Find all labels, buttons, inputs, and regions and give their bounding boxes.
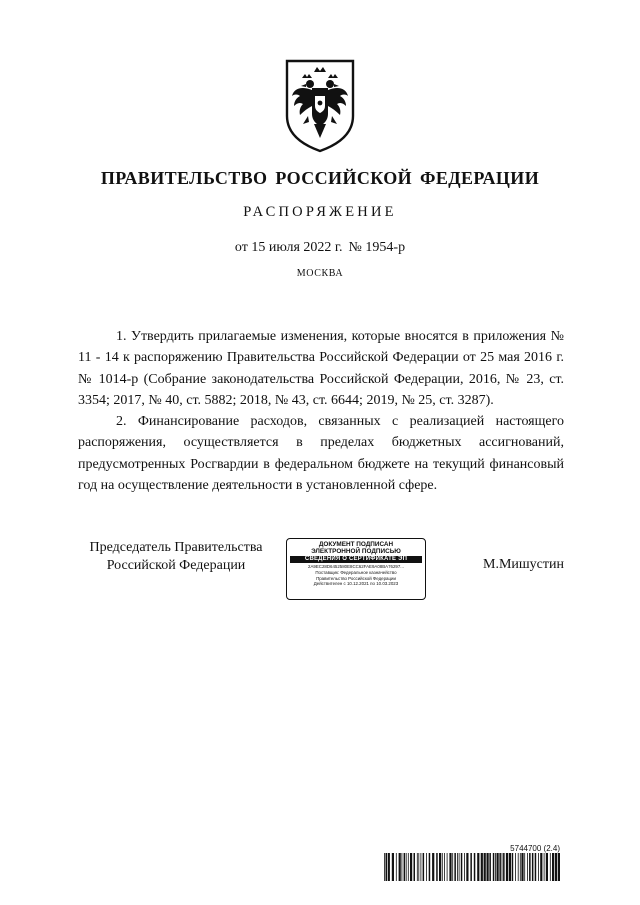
paragraph-1: 1. Утвердить прилагаемые изменения, которые вносятся в приложения № 11 - 14 к распоряжению Правительства Российской Федерации от 25 мая 2016 г. № 1014-р (Собрание законодательства Российской Федерации, 2016, № 23, ст. 3354; 2017, № 40, ст. 5882; 2018, № 43, ст. 6644; 2019, № 25, ст. 3287). bbox=[78, 329, 564, 408]
document-body bbox=[78, 326, 564, 496]
signer-position-line2: Российской Федерации bbox=[106, 558, 246, 573]
stamp-title-line1: ДОКУМЕНТ ПОДПИСАН bbox=[318, 541, 394, 548]
stamp-title-line2: ЭЛЕКТРОННОЙ ПОДПИСЬЮ bbox=[311, 548, 401, 556]
document-date-line bbox=[0, 240, 640, 256]
government-title: ПРАВИТЕЛЬСТВО РОССИЙСКОЙ ФЕДЕРАЦИИ bbox=[100, 168, 540, 188]
stamp-serial: 2A9EC28D6452580E8CC62FAE9A08BA76297... bbox=[308, 564, 404, 570]
document-type: РАСПОРЯЖЕНИЕ bbox=[243, 204, 397, 220]
barcode-number: 5744700 (2.4) bbox=[510, 844, 560, 853]
document-number: № 1954-р bbox=[348, 240, 406, 255]
signer-position bbox=[78, 539, 274, 575]
signer-position-line1: Председатель Правительства bbox=[89, 540, 263, 555]
document-date: от 15 июля 2022 г. bbox=[234, 240, 343, 255]
electronic-signature-stamp bbox=[286, 538, 426, 600]
paragraph-2: 2. Финансирование расходов, связанных с реализацией настоящего распоряжения, осуществляется в пределах бюджетных ассигнований, предусмотренных Росгвардии в федеральном бюджете на текущий финансовый год на осуществление деятельности в установленной сфере. bbox=[78, 414, 564, 494]
state-emblem-icon bbox=[284, 58, 356, 154]
stamp-certificate-header: СВЕДЕНИЯ О СЕРТИФИКАТЕ ЭП bbox=[290, 556, 422, 563]
stamp-supplier-line2: Правительство Российской Федерации bbox=[316, 575, 396, 581]
barcode-icon bbox=[384, 853, 560, 881]
signer-name: М.Мишустин bbox=[483, 557, 564, 572]
document-city: МОСКВА bbox=[296, 268, 344, 279]
stamp-validity: Действителен с 10.12.2021 по 10.03.2023 bbox=[313, 581, 399, 587]
stamp-supplier-line1: Поставщик: Федеральное казначейство bbox=[315, 570, 397, 575]
